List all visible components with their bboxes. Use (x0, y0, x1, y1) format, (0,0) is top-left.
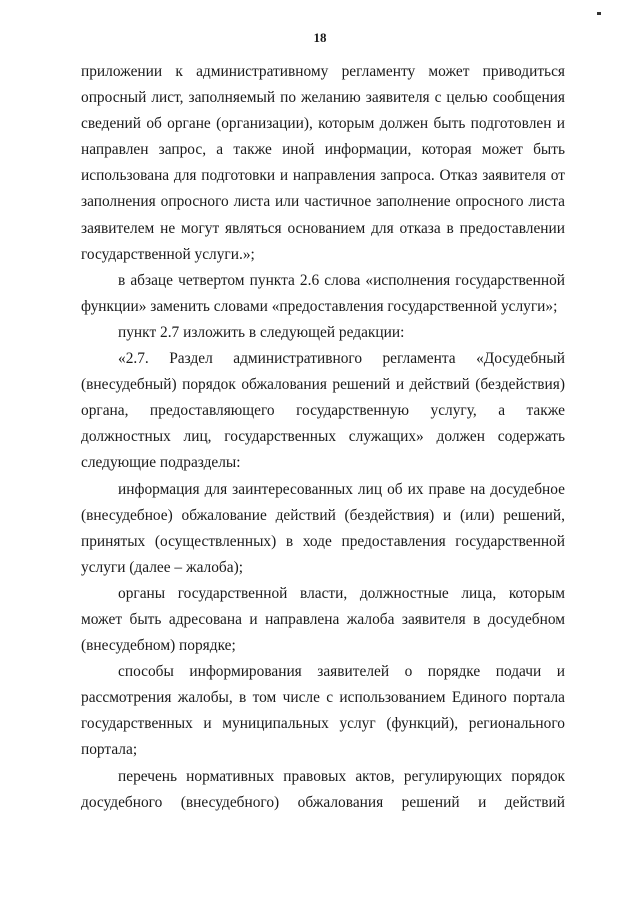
paragraph-item-2-7-intro: пункт 2.7 изложить в следующей редакции: (118, 323, 405, 341)
paragraph-item-2-7: «2.7. Раздел административного регламента «Досудебный (внесудебный) порядок обжалования решений и действий (бездействия) органа, предоставляющего государственную услугу, а также должностных лиц, государственных служащих» должен содержать следующие подразделы: (81, 350, 565, 472)
paragraph-item-2-6: в абзаце четвертом пункта 2.6 слова «исполнения государственной функции» заменить словами «предоставления государственной услуги»; (81, 271, 565, 315)
paragraph-continuation: приложении к административному регламенту может приводиться опросный лист, заполняемый по желанию заявителя с целью сообщения сведений об органе (организации), которым должен быть подготовлен и направлен запрос, а также иной информации, которая может быть использована для подготовки и направления запроса. Отказ заявителя от заполнения опросного листа или частичное заполнение опросного листа заявителем не могут являться основанием для отказа в предоставлении государственной услуги.»; (81, 63, 565, 263)
document-body (81, 59, 565, 816)
page-number: 18 (313, 30, 327, 45)
scan-mark (597, 12, 601, 15)
paragraph-subsection-informing: способы информирования заявителей о порядке подачи и рассмотрения жалобы, в том числе с использованием Единого портала государственных и муниципальных услуг (функций), регионального портала; (81, 663, 565, 759)
paragraph-subsection-authorities: органы государственной власти, должностные лица, которым может быть адресована и направлена жалоба заявителя в досудебном (внесудебном) порядке; (81, 584, 565, 655)
paragraph-subsection-legal-acts: перечень нормативных правовых актов, регулирующих порядок досудебного (внесудебного) обжалования решений и действий (81, 767, 565, 811)
paragraph-subsection-rights: информация для заинтересованных лиц об их праве на досудебное (внесудебное) обжалование действий (бездействия) и (или) решений, принятых (осуществленных) в ходе предоставления государственной услуги (далее – жалоба); (81, 480, 565, 576)
